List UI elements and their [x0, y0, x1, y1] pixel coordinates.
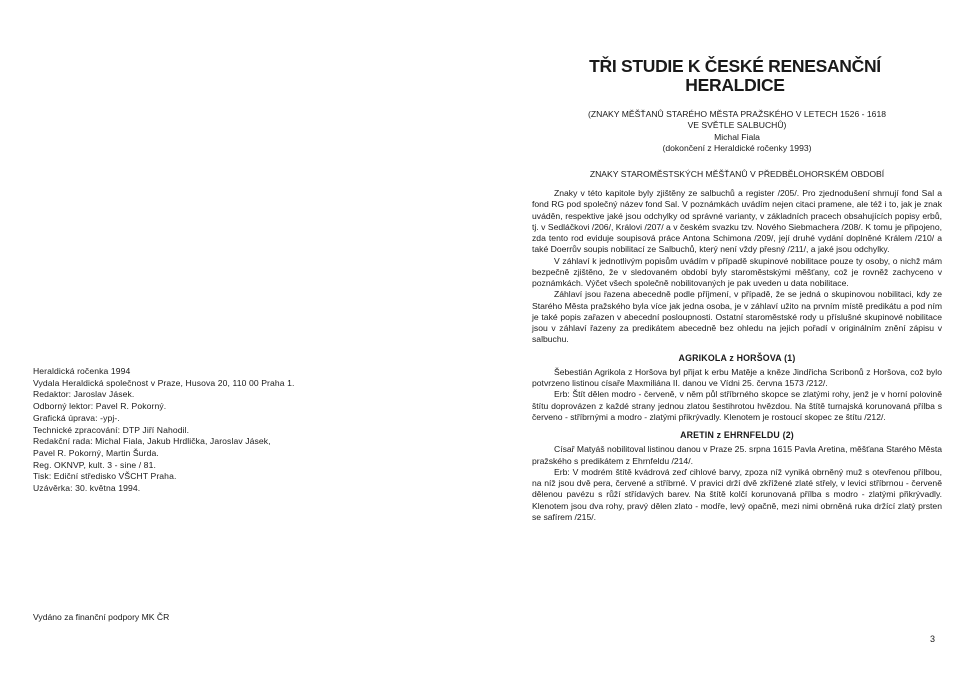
imprint-line: Grafická úprava: -ypj-.	[33, 412, 120, 423]
imprint-line: Reg. OKNVP, kult. 3 - sine / 81.	[33, 459, 156, 470]
continuation-note: (dokončení z Heraldické ročenky 1993)	[662, 142, 812, 153]
imprint-line: Technické zpracování: DTP Jiří Nahodil.	[33, 424, 190, 435]
article-subtitle	[532, 109, 942, 180]
subtitle-line-1: (ZNAKY MĚŠŤANŮ STARÉHO MĚSTA PRAŽSKÉHO V LETECH 1526 - 1618	[588, 109, 886, 119]
imprint-line: Heraldická ročenka 1994	[33, 366, 131, 376]
article-body	[532, 188, 942, 523]
imprint-block	[33, 366, 393, 495]
body-paragraph: Znaky v této kapitole byly zjištěny ze salbuchů a register /205/. Pro zjednodušení shrnují fond Sal a fond RG pod společný název fond Sal. V poznámkách uvádím nejen citaci pramene, ale též i to, jak je znak uváděn, respektive jaké jsou odchylky od správné varianty, v základních pracech obsahujících popisy erbů, tj. v Sedláčkovi /206/, Královi /207/ a v českém svazku tzv. Nového Siebmachera /208/. K tomu je připojeno, zda tento rod eviduje soupisová práce Antona Schimona /209/, její druhé vydání doplněné Králem /210/ a také Doerrův soupis nobilitací ze Salbuchů, který není vždy přesný /211/, a jaké jsou odchylky.	[532, 188, 942, 255]
entry-paragraph: Šebestián Agrikola z Horšova byl přijat k erbu Matěje a kněze Jindřicha Scribonů z Horšova, což bylo potvrzeno listinou císaře Maxmiliána II. danou ve Vídni 25. června 1573 /212/.	[532, 366, 942, 388]
title-line-2: HERALDICE	[685, 75, 785, 95]
imprint-line: Redaktor: Jaroslav Jásek.	[33, 389, 135, 400]
support-note: Vydáno za finanční podpory MK ČR	[33, 612, 170, 622]
imprint-line: Vydala Heraldická společnost v Praze, Husova 20, 110 00 Praha 1.	[33, 377, 295, 388]
page-number: 3	[930, 634, 936, 644]
entry-paragraph: Erb: Štít dělen modro - červeně, v něm půl stříbrného skopce se zlatými rohy, jenž je v horní polovině štítu doprovázen z každé strany jednou zlatou šestihrotou hvězdou. Na štítě turnajská korunovaná přílba s červeno - stříbrnými a modro - zlatými přikrývadly. Klenotem je rostoucí skopec ze štítu /212/.	[532, 389, 942, 422]
entry-heading: ARETIN z EHRNFELDU (2)	[680, 430, 794, 440]
article-title	[584, 57, 886, 95]
imprint-line: Odborný lektor: Pavel R. Pokorný.	[33, 401, 167, 412]
subtitle-line-2: VE SVĚTLE SALBUCHŮ)	[687, 120, 787, 131]
title-line-1: TŘI STUDIE K ČESKÉ RENESANČNÍ	[589, 56, 881, 76]
imprint-line: Pavel R. Pokorný, Martin Šurda.	[33, 447, 159, 458]
body-paragraph: Záhlaví jsou řazena abecedně podle příjmení, v případě, že se jedná o skupinovou nobilitaci, kdy ze Starého Města pražského byla více jak jedna osoba, je v záhlaví užito na prvním místě predikátu a pod ním je také popis zařazen v abecední posloupnosti. Ostatní staroměstské rody u příslušné skupinové nobilitace jsou v záhlaví řazeny za predikátem abecedně bez ohledu na jejich pořadí v originálním znění zápisu v salbuchu.	[532, 289, 942, 345]
imprint-line: Redakční rada: Michal Fiala, Jakub Hrdlička, Jaroslav Jásek,	[33, 436, 271, 447]
author-name: Michal Fiala	[714, 131, 760, 142]
body-paragraph: V záhlaví k jednotlivým popisům uvádím v případě skupinové nobilitace pouze ty osoby, o nichž mám bezpečně zjištěno, že v sledovaném období byly staroměstskými měšťany, což je rovněž zachyceno v poznámkách. Výčet všech společně nobilitovaných je pak uveden u data nobilitace.	[532, 255, 942, 288]
imprint-line: Tisk: Ediční středisko VŠCHT Praha.	[33, 471, 177, 482]
imprint-line: Uzávěrka: 30. května 1994.	[33, 483, 141, 494]
section-heading: ZNAKY STAROMĚSTSKÝCH MĚŠŤANŮ V PŘEDBĚLOHORSKÉM OBDOBÍ	[589, 169, 885, 180]
entry-paragraph: Císař Matyáš nobilitoval listinou danou v Praze 25. srpna 1615 Pavla Aretina, měšťana Starého Města pražského s predikátem z Ehrnfeldu /214/.	[532, 444, 942, 466]
entry-heading: AGRIKOLA z HORŠOVA (1)	[678, 352, 796, 363]
entry-paragraph: Erb: V modrém štítě kvádrová zeď cihlové barvy, zpoza níž vyniká obrněný muž s otevřenou přílbou, na níž jsou dvě pera, červené a stříbrné. V pravici drží dvě zkřížené zlaté střely, v levici stříbrnou - červeně dělenou pavézu s růží střídavých barev. Na štítě kolčí korunovaná přílba s modro - zlatými přikrývadly. Klenotem jsou dva rohy, pravý dělen zlato - modře, levý opačně, mezi nimi obrněná ruka držící zlatý prsten se safírem /215/.	[532, 466, 942, 522]
